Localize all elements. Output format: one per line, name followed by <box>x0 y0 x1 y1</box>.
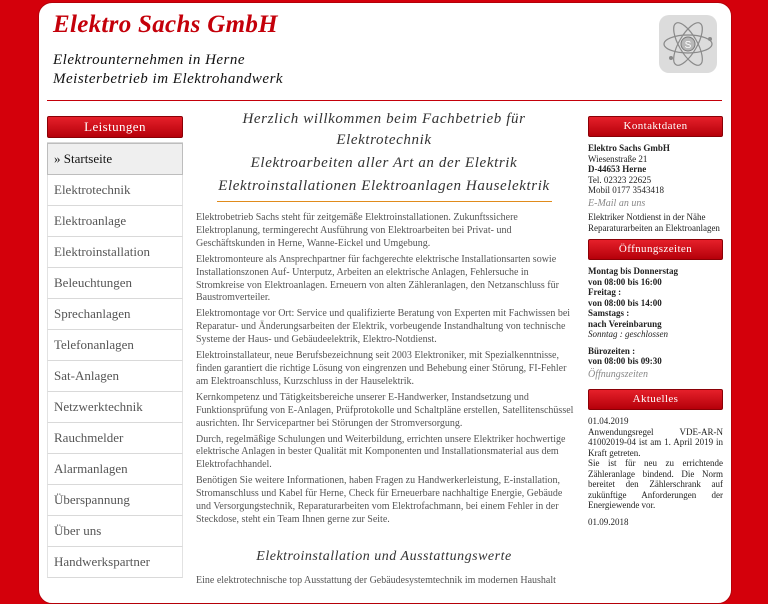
nav-item-elektroinstallation[interactable]: Elektroinstallation <box>47 237 183 268</box>
nav-item-telefonanlagen[interactable]: Telefonanlagen <box>47 330 183 361</box>
header-divider <box>47 100 722 101</box>
content-paragraph: Elektrobetrieb Sachs steht für zeitgemäße Elektroinstallationen. Zukunftssichere Elektroplanung, termingerecht Ausführung von Elektroarbeiten bei Privat- und Geschäftskunden in Herne, Wanne-Eickel und Umgebung. <box>196 212 518 249</box>
heading-divider <box>217 201 552 202</box>
main-heading <box>194 109 574 197</box>
hours-line: Samstags : <box>588 308 630 318</box>
atom-logo-icon <box>659 15 717 73</box>
hours-line: von 08:00 bis 09:30 <box>588 356 662 366</box>
hours-line: Sonntag : geschlossen <box>588 329 668 339</box>
news-text: Sie ist für neu zu errichtende Zähleranlage bindend. Die Norm bereitet den Zählerschrank auf zukünftige Anforderungen der Energiewende vor. <box>588 458 723 510</box>
content-paragraph: Benötigen Sie weitere Informationen, haben Fragen zu Handwerkerleistung, E-installation, Stromanschluss und Kabel für Herne, Check für Erneuerbare nachhaltige Energie, Gebäude und Versorgungstechnik, Reparaturarbeiten vom Elektrofachmann, bei einem Fehler in der Steckdose, steht ein Team Ihnen gerne zur Seite. <box>196 475 563 525</box>
main-heading-line-3: Elektroinstallationen Elektroanlagen Hauselektrik <box>218 178 550 194</box>
main-content <box>194 109 574 591</box>
nav-item-sprechanlagen[interactable]: Sprechanlagen <box>47 299 183 330</box>
nav-item-handwerkspartner[interactable]: Handwerkspartner <box>47 547 183 578</box>
nav-item-sat-anlagen[interactable]: Sat-Anlagen <box>47 361 183 392</box>
site-subtitle-2: Meisterbetrieb im Elektrohandwerk <box>53 71 284 87</box>
news-text: Anwendungsregel VDE-AR-N 41002019-04 ist am 1. April 2019 in Kraft getreten. <box>588 426 723 458</box>
hours-link[interactable]: Öffnungszeiten <box>588 368 648 380</box>
page-container <box>38 2 732 604</box>
site-subtitle-1: Elektrounternehmen in Herne <box>53 52 246 68</box>
sidebar-nav <box>47 142 183 578</box>
main-heading-line-2: Elektroarbeiten aller Art an der Elektrik <box>250 155 518 171</box>
nav-item-ueberspannung[interactable]: Überspannung <box>47 485 183 516</box>
contact-street: Wiesenstraße 21 <box>588 153 648 164</box>
nav-item-netzwerktechnik[interactable]: Netzwerktechnik <box>47 392 183 423</box>
left-sidebar <box>47 116 183 578</box>
contact-mobile: Mobil 0177 3543418 <box>588 185 665 195</box>
content-paragraph: Elektromonteure als Ansprechpartner für fachgerechte elektrische Installationsarten sowie Installationszonen Auf- Unterputz, Arbeiten an elektrische Anlagen, Fehlersuche in Stromkreise von Elektroanlagen. Erneuern von alten Zähleranlagen, den Netzanschluss für Baustromverteiler. <box>196 253 559 304</box>
contact-company: Elektro Sachs GmbH <box>588 143 670 153</box>
header <box>39 3 731 101</box>
news-heading: Aktuelles <box>588 389 723 410</box>
contact-note-2: Reparaturarbeiten an Elektroanlagen <box>588 222 720 233</box>
hours-line: von 08:00 bis 14:00 <box>588 297 662 308</box>
hours-line: nach Vereinbarung <box>588 318 662 329</box>
contact-city: D-44653 Herne <box>588 164 647 174</box>
site-title[interactable]: Elektro Sachs GmbH <box>53 11 278 38</box>
right-sidebar <box>588 116 723 527</box>
hours-heading: Öffnungszeiten <box>588 239 723 260</box>
logo-letter: S <box>684 40 692 51</box>
content-paragraph: Kernkompetenz und Tätigkeitsbereiche unserer E-Handwerker, Instandsetzung und Funktionsprüfung von E-Anlagen, Prüfprotokolle und Schaltpläne erstellen, Satellitenschüssel ausrichten. Ihr Servicepartner bei Störungen der Stromversorgung. <box>196 391 574 429</box>
news-date: 01.09.2018 <box>588 516 629 527</box>
content-paragraph: Elektromontage vor Ort: Service und qualifizierte Beratung von Experten mit Fachwissen bei Reparatur- und Änderungsarbeiten der Elektrik, vorbeugende Instandhaltung von technische Systeme der Haus- und Gebäudeelektrik, Elektro-Notdienst. <box>196 308 571 346</box>
nav-item-elektrotechnik[interactable]: Elektrotechnik <box>47 175 183 206</box>
nav-item-alarmanlagen[interactable]: Alarmanlagen <box>47 454 183 485</box>
nav-item-beleuchtungen[interactable]: Beleuchtungen <box>47 268 183 299</box>
email-link[interactable]: E-Mail an uns <box>588 197 646 209</box>
content-paragraph-cut: Eine elektrotechnische top Ausstattung der Gebäudesystemtechnik im modernen Haushalt <box>196 574 556 586</box>
content-paragraph: Elektroinstallateur, neue Berufsbezeichnung seit 2003 Elektroniker, mit Spezialkenntnisse, finden garantiert die richtige Lösung von eingrenzen und Behebung einer Störung, FI-Fehler am Elektroanschluss, Kurzschluss in der Hauselektrik. <box>196 350 567 387</box>
sidebar-heading: Leistungen <box>47 116 183 138</box>
contact-heading: Kontaktdaten <box>588 116 723 137</box>
nav-item-ueber-uns[interactable]: Über uns <box>47 516 183 547</box>
hours-line: von 08:00 bis 16:00 <box>588 276 662 287</box>
content-paragraph: Durch, regelmäßige Schulungen und Weiterbildung, errichten unsere Elektriker hochwertige elektrische Anlagen in bester Qualität mit Komponenten und Installationsmaterial aus dem Elektrofachhandel. <box>196 433 566 471</box>
main-heading-line-1: Herzlich willkommen beim Fachbetrieb für Elektrotechnik <box>242 111 526 148</box>
hours-line: Bürozeiten : <box>588 345 636 356</box>
nav-item-startseite[interactable]: » Startseite <box>47 143 183 175</box>
section-heading: Elektroinstallation und Ausstattungswerte <box>256 548 512 564</box>
nav-item-elektroanlage[interactable]: Elektroanlage <box>47 206 183 237</box>
contact-note-1: Elektriker Notdienst in der Nähe <box>588 212 706 222</box>
contact-tel: Tel. 02323 22625 <box>588 174 652 185</box>
news-date: 01.04.2019 <box>588 416 629 426</box>
hours-line: Montag bis Donnerstag <box>588 266 679 276</box>
hours-line: Freitag : <box>588 287 622 297</box>
nav-item-rauchmelder[interactable]: Rauchmelder <box>47 423 183 454</box>
